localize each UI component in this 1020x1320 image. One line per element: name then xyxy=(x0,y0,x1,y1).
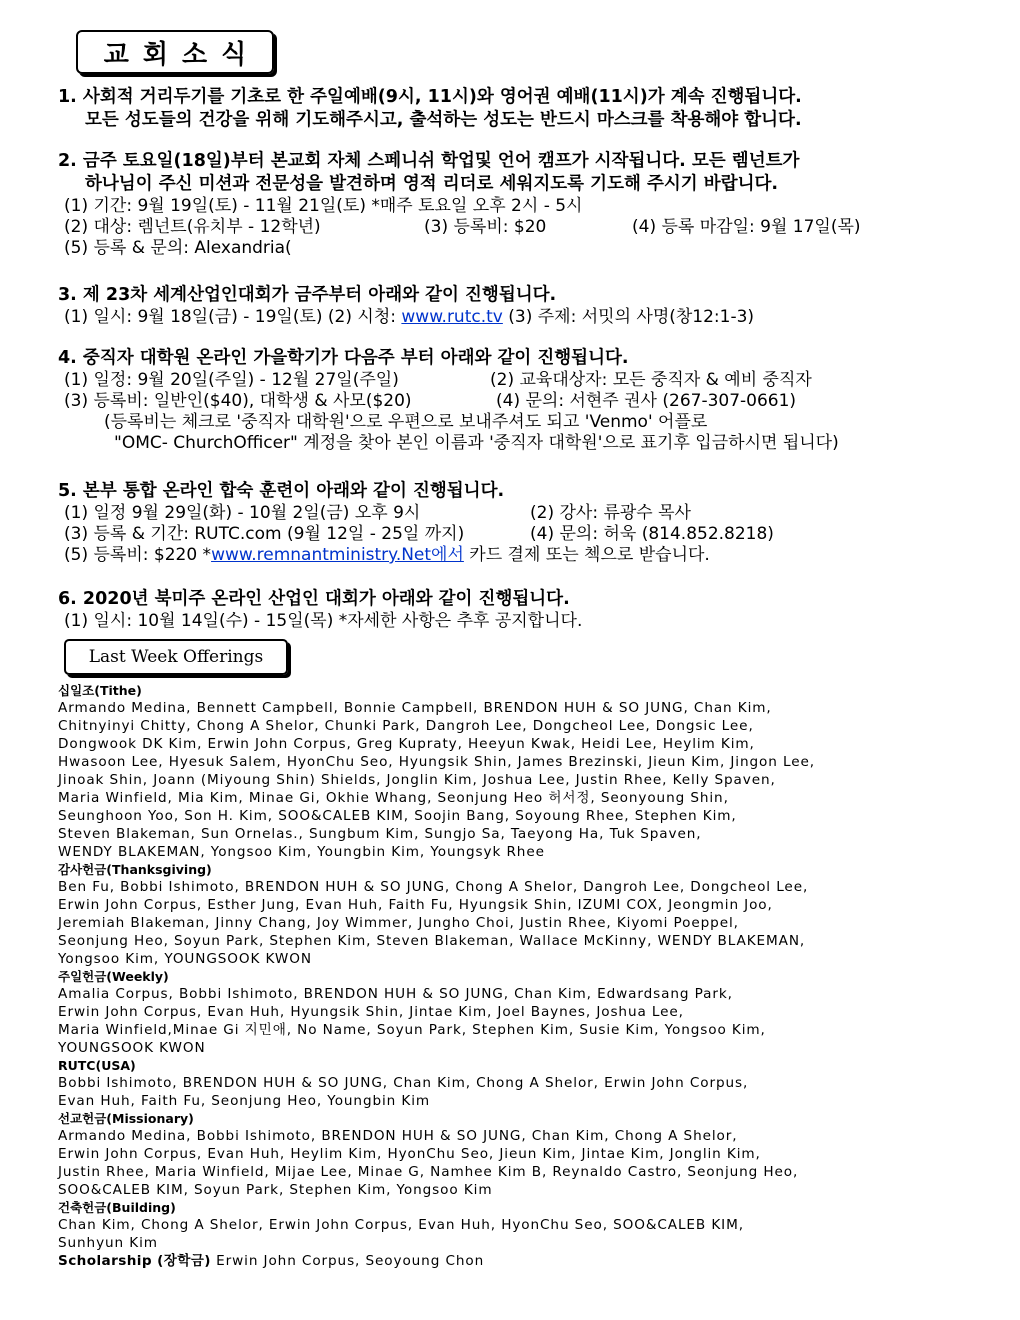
remnant-ministry-link[interactable]: www.remnantministry.Net에서 xyxy=(211,545,464,565)
notice-detail: (3) 등록비: $20 xyxy=(424,217,547,237)
notice-detail: (4) 문의: 서현주 권사 (267-307-0661) xyxy=(496,391,797,411)
notice-detail: (2) 교육대상자: 모든 중직자 & 예비 중직자 xyxy=(490,370,812,390)
notice-detail-row xyxy=(58,217,996,238)
category-weekly: 주일헌금(Weekly) xyxy=(58,969,169,984)
name-line: Justin Rhee, Maria Winfield, Mijae Lee, Minae G, Namhee Kim B, Reynaldo Castro, Seonjung Heo, xyxy=(58,1164,799,1180)
notice-detail-row xyxy=(58,545,996,566)
name-line: Yongsoo Kim, YOUNGSOOK KWON xyxy=(58,951,312,967)
page-title: 교회소식 xyxy=(76,30,274,74)
notice-heading: 1. 사회적 거리두기를 기초로 한 주일예배(9시, 11시)와 영어권 예배(11시)가 계속 진행됩니다. xyxy=(58,87,802,107)
name-line: Jeremiah Blakeman, Jinny Chang, Joy Wimmer, Jungho Choi, Justin Rhee, Kiyomi Poeppel, xyxy=(58,915,739,931)
rutc-tv-link[interactable]: www.rutc.tv xyxy=(401,307,503,327)
category-rutc: RUTC(USA) xyxy=(58,1058,136,1073)
name-line: Armando Medina, Bennett Campbell, Bonnie Campbell, BRENDON HUH & SO JUNG, Chan Kim, xyxy=(58,700,772,716)
notice-detail: (2) 대상: 렘넌트(유치부 - 12학년) xyxy=(64,217,321,237)
name-line: SOO&CALEB KIM, Soyun Park, Stephen Kim, Yongsoo Kim xyxy=(58,1182,493,1198)
name-line: Seonjung Heo, Soyun Park, Stephen Kim, Steven Blakeman, Wallace McKinny, WENDY BLAKEMAN, xyxy=(58,933,806,949)
category-building: 건축헌금(Building) xyxy=(58,1200,176,1215)
notice-detail: (4) 문의: 허욱 (814.852.8218) xyxy=(530,524,774,544)
notice-detail: (1) 일정 9월 29일(화) - 10월 2일(금) 오후 9시 xyxy=(64,503,421,523)
notice-detail-row xyxy=(58,370,996,391)
notice-detail: (3) 등록 & 기간: RUTC.com (9월 12일 - 25일 까지) xyxy=(64,524,465,544)
notice-2 xyxy=(58,150,996,259)
names-tithe xyxy=(58,699,998,861)
notice-heading: 5. 본부 통합 온라인 합숙 훈련이 아래와 같이 진행됩니다. xyxy=(58,481,505,501)
name-line: Amalia Corpus, Bobbi Ishimoto, BRENDON HUH & SO JUNG, Chan Kim, Edwardsang Park, xyxy=(58,986,733,1002)
names-scholarship: Erwin John Corpus, Seoyoung Chon xyxy=(210,1253,485,1269)
name-line: Seunghoon Yoo, Son H. Kim, SOO&CALEB KIM, Soojin Bang, Soyoung Rhee, Stephen Kim, xyxy=(58,808,737,824)
names-building xyxy=(58,1216,998,1252)
notice-5 xyxy=(58,480,996,566)
notice-detail: (3) 주제: 서밋의 사명(창12:1-3) xyxy=(502,307,755,327)
notice-detail: (등록비는 체크로 '중직자 대학원'으로 우편으로 보내주셔도 되고 'Venmo' 어플로 xyxy=(104,412,708,432)
notice-1 xyxy=(58,86,996,132)
notice-heading: 3. 제 23차 세계산업인대회가 금주부터 아래와 같이 진행됩니다. xyxy=(58,285,557,305)
category-tithe: 십일조(Tithe) xyxy=(58,683,142,698)
notice-6 xyxy=(58,588,996,632)
notice-heading: 모든 성도들의 건강을 위해 기도해주시고, 출석하는 성도는 반드시 마스크를 착용해야 합니다. xyxy=(85,110,802,130)
notice-detail: (1) 일정: 9월 20일(주일) - 12월 27일(주일) xyxy=(64,370,399,390)
name-line: Erwin John Corpus, Evan Huh, Heylim Kim, HyonChu Seo, Jieun Kim, Jintae Kim, Jonglin Kim, xyxy=(58,1146,761,1162)
category-scholarship: Scholarship (장학금) xyxy=(58,1253,211,1269)
names-rutc xyxy=(58,1074,998,1110)
name-line: Dongwook DK Kim, Erwin John Corpus, Greg Kupraty, Heeyun Kwak, Heidi Lee, Heylim Kim, xyxy=(58,736,755,752)
notice-detail: (4) 등록 마감일: 9월 17일(목) xyxy=(632,217,861,237)
notice-4 xyxy=(58,347,996,454)
names-thanksgiving xyxy=(58,878,998,968)
notice-heading: 6. 2020년 북미주 온라인 산업인 대회가 아래와 같이 진행됩니다. xyxy=(58,589,570,609)
category-thanksgiving: 감사헌금(Thanksgiving) xyxy=(58,862,212,877)
name-line: Maria Winfield, Mia Kim, Minae Gi, Okhie Whang, Seonjung Heo 허서정, Seonyoung Shin, xyxy=(58,790,729,806)
notice-heading: 하나님이 주신 미션과 전문성을 발견하며 영적 리더로 세워지도록 기도해 주시기 바랍니다. xyxy=(85,174,779,194)
notice-detail: (5) 등록비: $220 * xyxy=(64,545,212,565)
notice-detail: (2) 강사: 류광수 목사 xyxy=(530,503,691,523)
notice-detail-row xyxy=(58,503,996,524)
name-line: WENDY BLAKEMAN, Yongsoo Kim, Youngbin Kim, Youngsyk Rhee xyxy=(58,844,545,860)
name-line: Chan Kim, Chong A Shelor, Erwin John Corpus, Evan Huh, HyonChu Seo, SOO&CALEB KIM, xyxy=(58,1217,744,1233)
notice-heading: 2. 금주 토요일(18일)부터 본교회 자체 스페니쉬 학업및 언어 캠프가 시작됩니다. 모든 렘넌트가 xyxy=(58,151,800,171)
notice-detail: (3) 등록비: 일반인($40), 대학생 & 사모($20) xyxy=(64,391,412,411)
name-line: Evan Huh, Faith Fu, Seonjung Heo, Youngbin Kim xyxy=(58,1093,431,1109)
name-line: Armando Medina, Bobbi Ishimoto, BRENDON HUH & SO JUNG, Chan Kim, Chong A Shelor, xyxy=(58,1128,738,1144)
notice-heading: 4. 중직자 대학원 온라인 가을학기가 다음주 부터 아래와 같이 진행됩니다. xyxy=(58,348,629,368)
notice-detail: (5) 등록 & 문의: Alexandria( xyxy=(64,238,292,258)
name-line: YOUNGSOOK KWON xyxy=(58,1040,206,1056)
names-missionary xyxy=(58,1127,998,1199)
name-line: Ben Fu, Bobbi Ishimoto, BRENDON HUH & SO JUNG, Chong A Shelor, Dangroh Lee, Dongcheol Lee, xyxy=(58,879,809,895)
notice-3 xyxy=(58,284,996,328)
notice-detail-row xyxy=(58,391,996,412)
offerings-list xyxy=(58,682,998,1270)
name-line: Chitnyinyi Chitty, Chong A Shelor, Chunki Park, Dangroh Lee, Dongcheol Lee, Dongsic Lee, xyxy=(58,718,754,734)
name-line: Steven Blakeman, Sun Ornelas., Sungbum Kim, Sungjo Sa, Taeyong Ha, Tuk Spaven, xyxy=(58,826,702,842)
name-line: Erwin John Corpus, Esther Jung, Evan Huh, Faith Fu, Hyungsik Shin, IZUMI COX, Jeongmin Joo, xyxy=(58,897,773,913)
notice-detail: (1) 일시: 10월 14일(수) - 15일(목) *자세한 사항은 추후 공지합니다. xyxy=(64,611,583,631)
name-line: Jinoak Shin, Joann (Miyoung Shin) Shields, Jonglin Kim, Joshua Lee, Justin Rhee, Kelly Spaven, xyxy=(58,772,776,788)
scholarship-row xyxy=(58,1252,998,1270)
offerings-title: Last Week Offerings xyxy=(64,639,288,675)
category-missionary: 선교헌금(Missionary) xyxy=(58,1111,194,1126)
notice-detail: 카드 결제 또는 첵으로 받습니다. xyxy=(463,545,710,565)
notice-detail: (1) 기간: 9월 19일(토) - 11월 21일(토) *매주 토요일 오후 2시 - 5시 xyxy=(64,196,583,216)
notice-detail-row xyxy=(58,307,996,328)
name-line: Hwasoon Lee, Hyesuk Salem, HyonChu Seo, Hyungsik Shin, James Brezinski, Jieun Kim, Jingon Lee, xyxy=(58,754,815,770)
notice-detail: (1) 일시: 9월 18일(금) - 19일(토) (2) 시청: xyxy=(64,307,402,327)
name-line: Sunhyun Kim xyxy=(58,1235,158,1251)
names-weekly xyxy=(58,985,998,1057)
notice-detail-row xyxy=(58,524,996,545)
name-line: Maria Winfield,Minae Gi 지민애, No Name, Soyun Park, Stephen Kim, Susie Kim, Yongsoo Kim, xyxy=(58,1022,766,1038)
name-line: Erwin John Corpus, Evan Huh, Hyungsik Shin, Jintae Kim, Joel Baynes, Joshua Lee, xyxy=(58,1004,684,1020)
name-line: Bobbi Ishimoto, BRENDON HUH & SO JUNG, Chan Kim, Chong A Shelor, Erwin John Corpus, xyxy=(58,1075,749,1091)
notice-detail: "OMC- ChurchOfficer" 계정을 찾아 본인 이름과 '중직자 대학원'으로 표기후 입금하시면 됩니다) xyxy=(114,433,839,453)
